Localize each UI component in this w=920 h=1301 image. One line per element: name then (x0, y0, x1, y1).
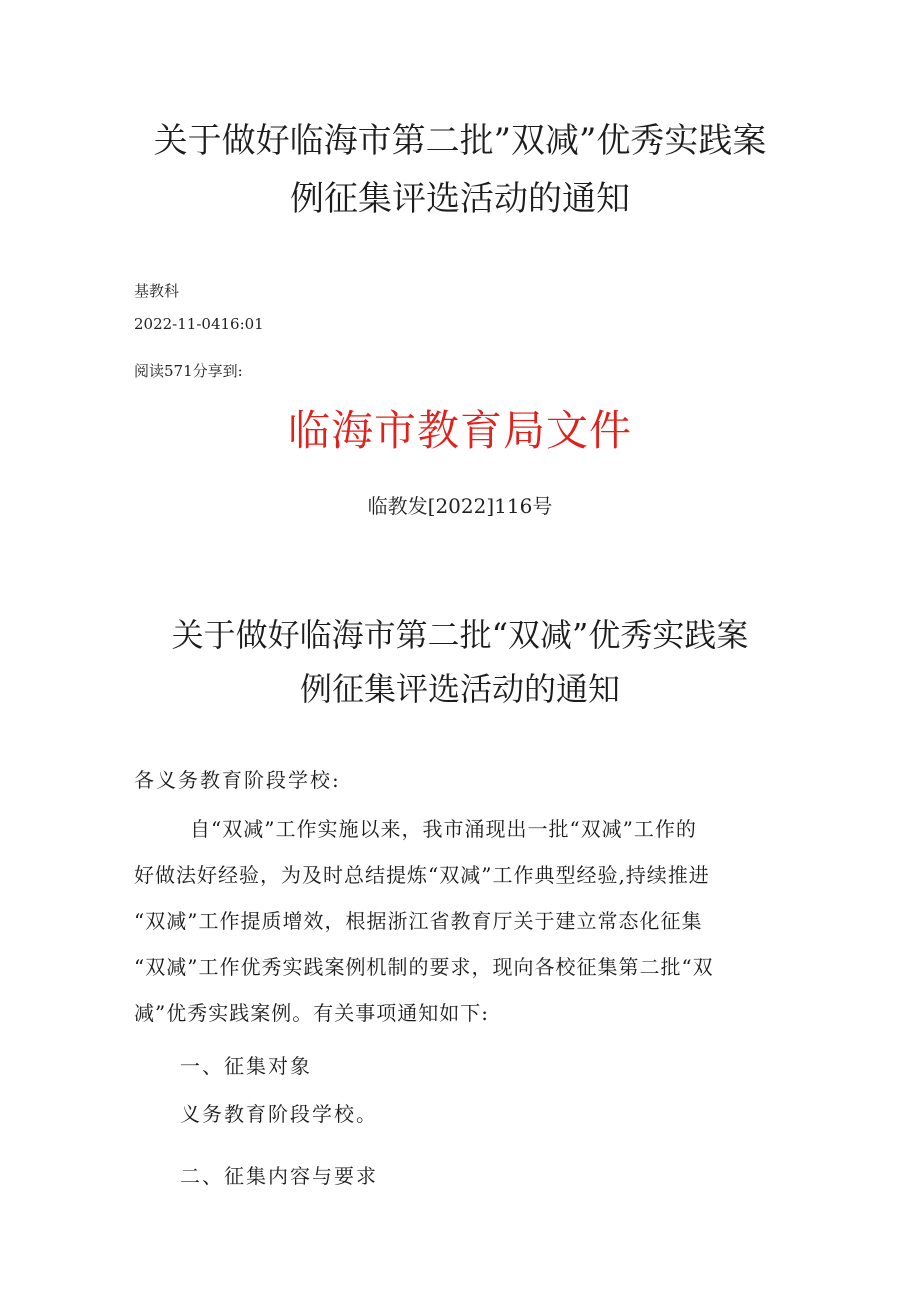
section-1-body: 义务教育阶段学校。 (180, 1102, 378, 1126)
publish-datetime: 2022-11-0416:01 (134, 315, 264, 333)
section-1-heading: 一、征集对象 (180, 1054, 312, 1078)
document-title-line-1: 关于做好临海市第二批“双减”优秀实践案 (171, 616, 749, 654)
department-label: 基教科 (134, 282, 180, 300)
paragraph-line: “双减”工作提质增效，根据浙江省教育厅关于建立常态化征集 (134, 909, 703, 933)
document-title-line-2: 例征集评选活动的通知 (299, 670, 620, 708)
article-title-line-1: 关于做好临海市第二批”双减”优秀实践案 (153, 121, 767, 161)
paragraph-line: 减”优秀实践案例。有关事项通知如下: (134, 1001, 489, 1025)
paragraph-line: 自“双减”工作实施以来，我市涌现出一批“双减”工作的 (190, 817, 697, 841)
article-title-line-2: 例征集评选活动的通知 (290, 179, 630, 219)
paragraph-line: 好做法好经验，为及时总结提炼“双减”工作典型经验,持续推进 (134, 863, 710, 887)
reads-share-label: 阅读571分享到: (134, 362, 243, 380)
section-2-heading: 二、征集内容与要求 (180, 1164, 378, 1188)
document-number: 临教发[2022]116号 (367, 494, 553, 518)
issuer-header: 临海市教育局文件 (287, 406, 632, 455)
salutation: 各义务教育阶段学校: (134, 768, 341, 792)
body-paragraph (134, 806, 794, 1036)
paragraph-line: “双减”工作优秀实践案例机制的要求，现向各校征集第二批“双 (134, 955, 714, 979)
article-title (0, 112, 920, 228)
document-title (0, 608, 920, 716)
